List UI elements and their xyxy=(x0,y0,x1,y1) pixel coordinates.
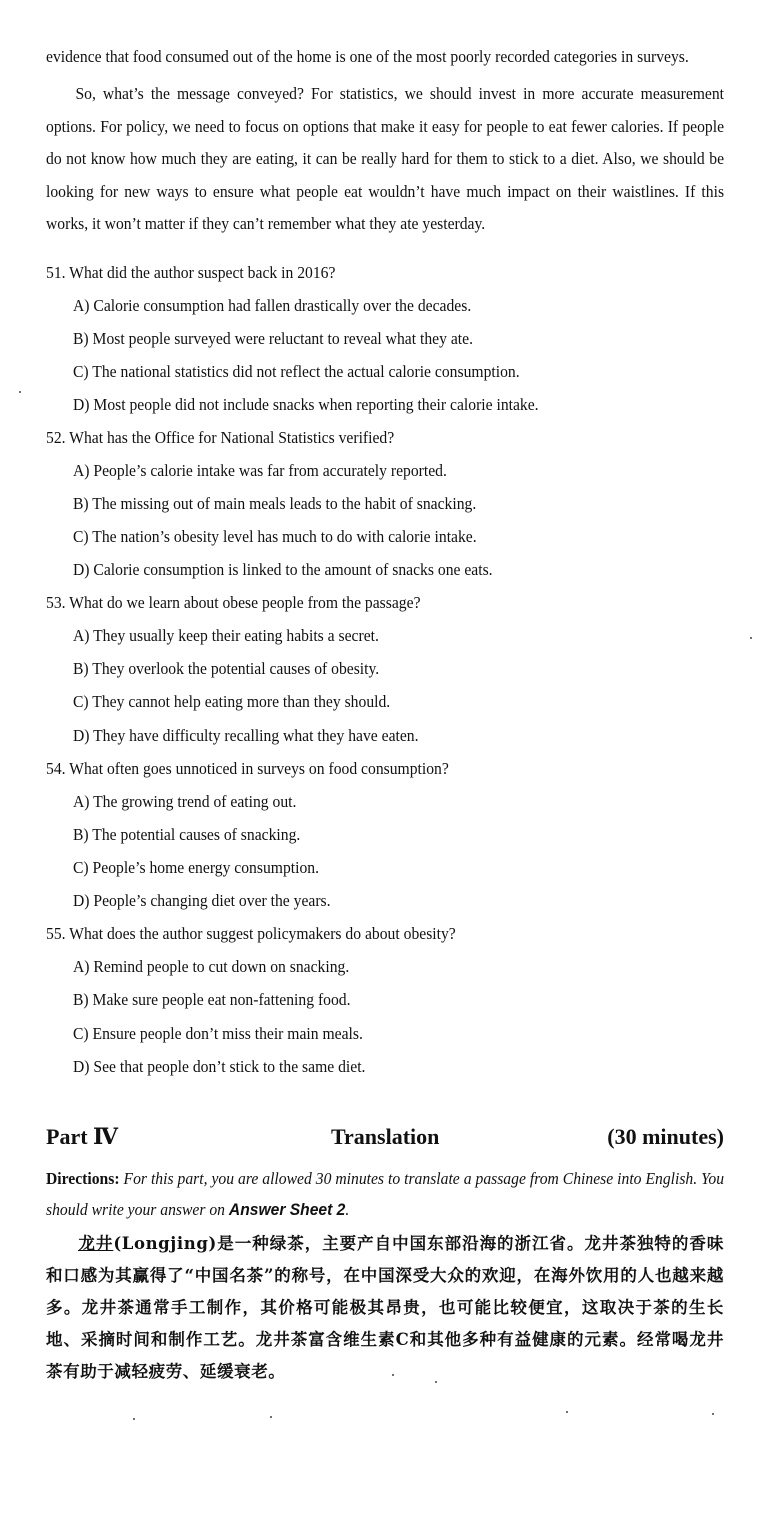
question-55-stem: 55. What does the author suggest policymakers do about obesity? xyxy=(46,924,456,943)
chinese-passage-text: (Longjing)是一种绿茶，主要产自中国东部沿海的浙江省。龙井茶独特的香味和口感为其赢得了“中国名茶”的称号，在中国深受大众的欢迎，在海外饮用的人也越来越多。龙井茶通常手工制作，其价格可能极其昂贵，也可能比较便宜，这取决于茶的生长地、采摘时间和制作工艺。龙井茶富含维生素C和其他多种有益健康的元素。经常喝龙井茶有助于减轻疲劳、延缓衰老。 xyxy=(46,1234,724,1381)
question-51-option-d: D) Most people did not include snacks when reporting their calorie intake. xyxy=(73,395,539,414)
question-51-stem: 51. What did the author suspect back in 2016? xyxy=(46,263,336,282)
question-55-option-a: A) Remind people to cut down on snacking. xyxy=(73,957,350,976)
directions-label: Directions: xyxy=(46,1169,120,1188)
directions-end: . xyxy=(345,1200,350,1219)
scan-speck xyxy=(270,1416,272,1418)
question-52-option-c: C) The nation’s obesity level has much to do with calorie intake. xyxy=(73,527,477,546)
question-55-option-c: C) Ensure people don’t miss their main meals. xyxy=(73,1024,363,1043)
question-51-option-b: B) Most people surveyed were reluctant to reveal what they ate. xyxy=(73,329,473,348)
question-52-option-b: B) The missing out of main meals leads to the habit of snacking. xyxy=(73,494,477,513)
scan-speck xyxy=(392,1374,394,1376)
scan-speck xyxy=(19,391,21,393)
scan-speck xyxy=(712,1413,714,1415)
directions xyxy=(46,1163,724,1225)
chinese-passage xyxy=(46,1228,724,1388)
question-52-option-a: A) People’s calorie intake was far from accurately reported. xyxy=(73,461,447,480)
part-title: Translation xyxy=(331,1124,440,1149)
question-53-option-c: C) They cannot help eating more than they should. xyxy=(73,692,391,711)
scan-speck xyxy=(133,1418,135,1420)
question-53-option-d: D) They have difficulty recalling what they have eaten. xyxy=(73,726,419,745)
question-53-stem: 53. What do we learn about obese people from the passage? xyxy=(46,593,421,612)
passage-paragraph-1: evidence that food consumed out of the home is one of the most poorly recorded categories in surveys. xyxy=(46,47,689,66)
scan-speck xyxy=(750,637,752,639)
question-55-option-b: B) Make sure people eat non-fattening food. xyxy=(73,990,351,1009)
question-54-stem: 54. What often goes unnoticed in surveys on food consumption? xyxy=(46,759,449,778)
part-time: (30 minutes) xyxy=(607,1124,724,1149)
question-54-option-d: D) People’s changing diet over the years. xyxy=(73,891,331,910)
question-55-option-d: D) See that people don’t stick to the same diet. xyxy=(73,1057,366,1076)
passage-paragraph-2: So, what’s the message conveyed? For statistics, we should invest in more accurate measurement options. For policy, we need to focus on options that make it easy for people to eat fewer calories. If people do not know how much they are eating, it can be really hard for them to stick to a diet. Also, we should be looking for new ways to ensure what people eat wouldn’t have much impact on their waistlines. If this works, it won’t matter if they can’t remember what they ate yesterday. xyxy=(46,84,725,234)
question-53-option-b: B) They overlook the potential causes of obesity. xyxy=(73,659,380,678)
part-label: Part Ⅳ xyxy=(46,1124,118,1149)
scan-speck xyxy=(566,1411,568,1413)
answer-sheet-reference: Answer Sheet 2 xyxy=(228,1200,346,1219)
question-54-option-b: B) The potential causes of snacking. xyxy=(73,825,301,844)
question-54-option-c: C) People’s home energy consumption. xyxy=(73,858,320,877)
question-51-option-c: C) The national statistics did not reflect the actual calorie consumption. xyxy=(73,362,520,381)
question-52-stem: 52. What has the Office for National Statistics verified? xyxy=(46,428,395,447)
question-54-option-a: A) The growing trend of eating out. xyxy=(73,792,297,811)
question-53-option-a: A) They usually keep their eating habits a secret. xyxy=(73,626,379,645)
scan-speck xyxy=(435,1381,437,1383)
directions-text: For this part, you are allowed 30 minutes to translate a passage from Chinese into English. You should write your answer on xyxy=(46,1169,725,1219)
question-52-option-d: D) Calorie consumption is linked to the amount of snacks one eats. xyxy=(73,560,493,579)
chinese-passage-lead: 龙井 xyxy=(78,1234,114,1253)
question-51-option-a: A) Calorie consumption had fallen drastically over the decades. xyxy=(73,296,472,315)
